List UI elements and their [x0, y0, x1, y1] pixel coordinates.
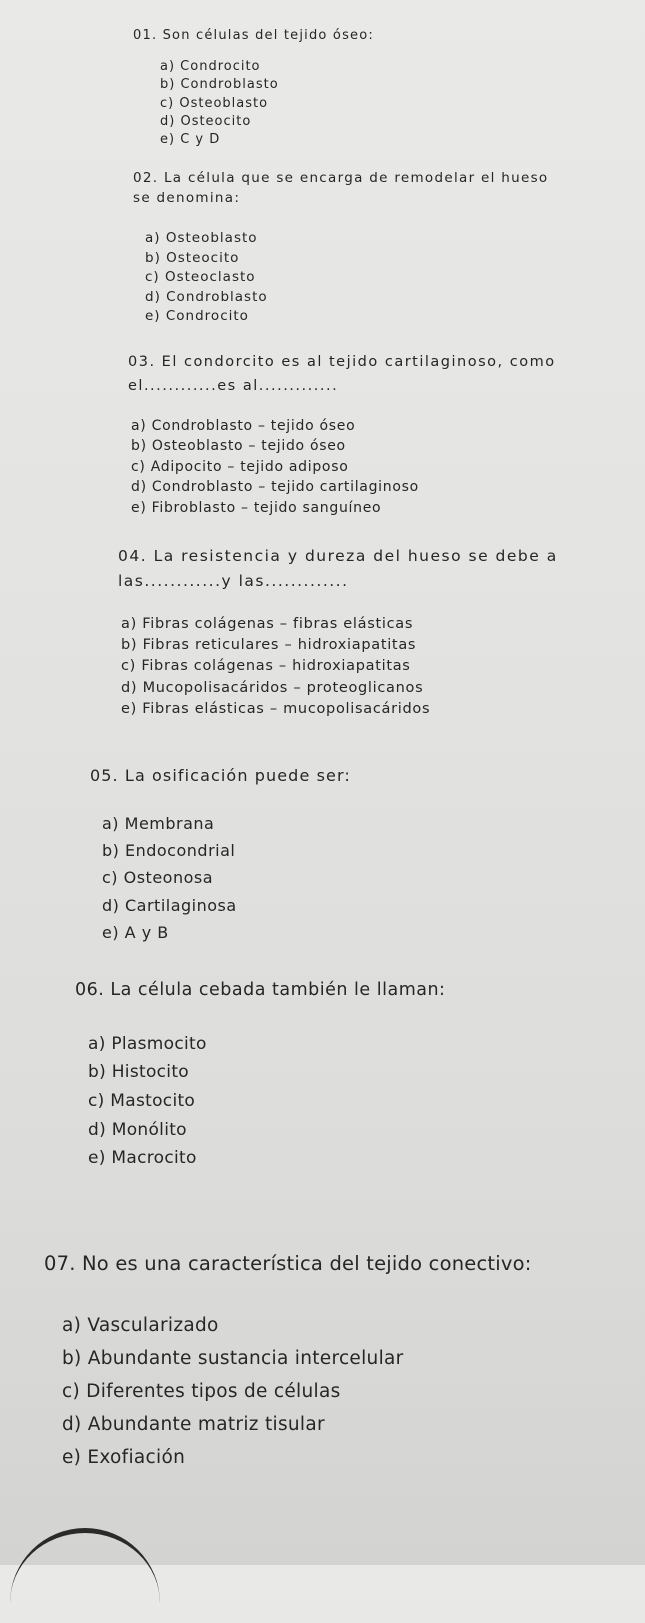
option-c: c) Mastocito [88, 1091, 196, 1112]
option-b: b) Histocito [88, 1062, 189, 1083]
option-d: d) Monólito [88, 1119, 187, 1140]
question-title [133, 168, 549, 208]
option-a: a) Condrocito [160, 59, 261, 75]
option-b: b) Abundante sustancia intercelular [62, 1348, 404, 1370]
question-02 [133, 168, 549, 327]
option-c: c) Osteonosa [102, 868, 214, 888]
option-c: c) Diferentes tipos de células [62, 1380, 341, 1402]
question-title [128, 350, 556, 398]
question-title-line-2: se denomina: [133, 190, 241, 206]
option-d: d) Abundante matriz tisular [62, 1413, 325, 1435]
option-d: d) Condroblasto – tejido cartilaginoso [131, 479, 419, 496]
option-e: e) Exofiación [62, 1446, 186, 1468]
question-01 [133, 28, 374, 149]
question-title: 06. La célula cebada también le llaman: [75, 980, 446, 1000]
option-e: e) Fibras elásticas – mucopolisacáridos [121, 700, 431, 717]
option-b: b) Fibras reticulares – hidroxiapatitas [121, 637, 417, 654]
option-d: d) Osteocito [160, 113, 252, 129]
options-list [131, 416, 556, 518]
option-a: a) Plasmocito [88, 1033, 207, 1054]
question-title: 01. Son células del tejido óseo: [133, 28, 374, 43]
question-title-line-1: 02. La célula que se encarga de remodelar el hueso [133, 170, 549, 186]
option-c: c) Fibras colágenas – hidroxiapatitas [121, 658, 411, 675]
option-e: e) Fibroblasto – tejido sanguíneo [131, 499, 382, 516]
options-list [88, 1030, 445, 1173]
options-list [160, 58, 374, 149]
option-e: e) C y D [160, 132, 221, 148]
question-07 [44, 1252, 531, 1474]
question-title [118, 544, 558, 594]
partial-circle-mark [10, 1528, 160, 1623]
option-d: d) Cartilaginosa [102, 895, 237, 915]
option-b: b) Osteoblasto – tejido óseo [131, 438, 346, 455]
option-d: d) Mucopolisacáridos – proteoglicanos [121, 679, 424, 696]
question-title-line-2: el............es al............. [128, 378, 339, 394]
options-list [62, 1310, 531, 1474]
option-e: e) Macrocito [88, 1148, 197, 1169]
option-c: c) Osteoclasto [145, 269, 256, 286]
option-c: c) Adipocito – tejido adiposo [131, 458, 349, 475]
question-title: 07. No es una característica del tejido conectivo: [44, 1252, 532, 1275]
option-b: b) Condroblasto [160, 77, 279, 93]
question-title-line-1: 04. La resistencia y dureza del hueso se debe a [118, 547, 558, 565]
options-list [121, 614, 558, 720]
option-a: a) Condroblasto – tejido óseo [131, 418, 356, 434]
option-a: a) Membrana [102, 814, 215, 833]
question-05 [90, 766, 351, 946]
question-title-line-1: 03. El condorcito es al tejido cartilaginoso, como [128, 354, 556, 370]
option-a: a) Osteoblasto [145, 230, 258, 246]
question-06 [75, 980, 445, 1173]
option-e: e) Condrocito [145, 308, 249, 325]
question-03 [128, 350, 556, 518]
option-b: b) Osteocito [145, 249, 240, 266]
option-c: c) Osteoblasto [160, 95, 269, 111]
option-e: e) A y B [102, 922, 169, 942]
question-04 [118, 544, 558, 720]
question-title-line-2: las............y las............. [118, 572, 349, 590]
question-title: 05. La osificación puede ser: [90, 766, 351, 785]
option-a: a) Fibras colágenas – fibras elásticas [121, 616, 414, 632]
option-b: b) Endocondrial [102, 841, 236, 861]
option-a: a) Vascularizado [62, 1315, 219, 1337]
option-d: d) Condroblasto [145, 288, 268, 305]
options-list [102, 810, 351, 946]
options-list [145, 229, 549, 327]
